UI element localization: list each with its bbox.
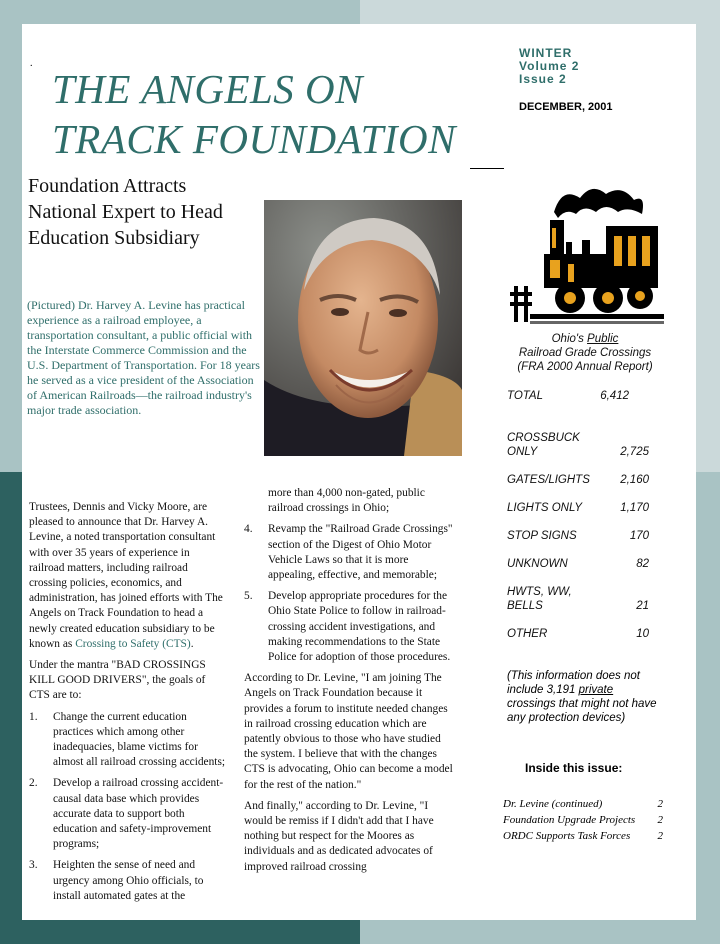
photo-caption: (Pictured) Dr. Harvey A. Levine has practical experience as a railroad employee, a transportation consultant, a public official with the Interstate Commerce Commission and the U.S. Department of Transportation. For 18 years he served as a vice president of the Association of American Railroads—the railroad industry's major trade association.: [27, 298, 260, 417]
article-paragraph: Under the mantra "BAD CROSSINGS KILL GOOD DRIVERS", the goals of CTS are to:: [29, 659, 206, 702]
stat-row-total: TOTAL 6,412: [507, 390, 629, 402]
masthead-line-2: TRACK FOUNDATION: [52, 116, 456, 162]
stray-dot: .: [30, 58, 33, 69]
stats-note: (This information does not include 3,191 private crossings that might not have any protection devices): [507, 670, 657, 724]
issue-number: Issue 2: [519, 72, 567, 86]
train-clipart: [510, 180, 666, 330]
article-column-1: [29, 500, 227, 910]
stats-heading-3: (FRA 2000 Annual Report): [517, 361, 653, 373]
goal-item: 3. Heighten the sense of need and urgency among Ohio officials, to install automated gates at the: [29, 859, 204, 902]
goal-item: 1. Change the current education practices which among other inadequacies, blame victims for almost all railroad crossing accidents;: [29, 710, 226, 769]
locomotive-icon: [510, 180, 666, 330]
article-column-2: [244, 486, 456, 881]
masthead-line-1: THE ANGELS ON: [52, 66, 364, 112]
goal-item: 2. Develop a railroad crossing accident-causal data base which provides accurate data to support both education and safety-improvement programs;: [29, 777, 224, 851]
stat-row-crossbuck: CROSSBUCK ONLY 2,725: [507, 432, 649, 458]
masthead-title: [52, 64, 512, 164]
toc-item[interactable]: ORDC Supports Task Forces 2: [503, 830, 663, 842]
article-headline: Foundation Attracts National Expert to Head Education Subsidiary: [28, 175, 223, 249]
stats-heading-1: Ohio's Public: [551, 333, 619, 345]
article-paragraph: And finally," according to Dr. Levine, "I would be remiss if I didn't add that I have nothing but respect for the Moores as individuals and as dedicated advocates of improved railroad crossing: [244, 799, 434, 873]
toc-item[interactable]: Foundation Upgrade Projects 2: [503, 814, 663, 826]
stats-heading-2: Railroad Grade Crossings: [518, 347, 652, 359]
stat-row-lights-only: LIGHTS ONLY 1,170: [507, 502, 649, 514]
inside-issue-title: Inside this issue:: [525, 761, 623, 775]
issue-date: DECEMBER, 2001: [519, 101, 613, 113]
issue-info: [519, 47, 579, 86]
issue-season: WINTER: [519, 46, 573, 60]
masthead-rule: [470, 168, 504, 169]
goal-item: 4. Revamp the "Railroad Grade Crossings" section of the Digest of Ohio Motor Vehicle Laws so that it is more appealing, effective, and memorable;: [244, 523, 453, 582]
crossing-stats: [504, 332, 664, 640]
article-paragraph: Trustees, Dennis and Vicky Moore, are pleased to announce that Dr. Harvey A. Levine, a noted transportation consultant with over 35 years of experience in railroad matters, including railroad crossing policies, economics, and administration, has joined efforts with The Angels on Track Foundation to head a newly created education subsidiary to be known as Crossing to Safety (CTS).: [29, 501, 223, 650]
issue-volume: Volume 2: [519, 59, 580, 73]
stat-row-stop-signs: STOP SIGNS 170: [507, 530, 649, 542]
stat-row-other: OTHER 10: [507, 628, 649, 640]
goal-item-continued: more than 4,000 non-gated, public railroad crossings in Ohio;: [268, 487, 425, 515]
stat-row-unknown: UNKNOWN 82: [507, 558, 649, 570]
portrait-illustration: [264, 200, 462, 456]
cts-link[interactable]: Crossing to Safety (CTS): [75, 637, 191, 650]
goal-item: 5. Develop appropriate procedures for the Ohio State Police to follow in railroad-crossing accident investigations, and making recommendations to the State Police for adoption of those procedures.: [244, 590, 451, 664]
toc-item[interactable]: Dr. Levine (continued) 2: [503, 798, 663, 810]
portrait-photo: [264, 200, 462, 456]
stat-row-hwts: HWTS, WW, BELLS 21: [507, 586, 649, 612]
article-paragraph: According to Dr. Levine, "I am joining The Angels on Track Foundation because it provides a forum to institute needed changes in railroad crossing education which are patently obvious to those who have studied the system. I believe that with the changes CTS is advocating, Ohio can become a model for the rest of the nation.": [244, 672, 453, 791]
stat-row-gates-lights: GATES/LIGHTS 2,160: [507, 474, 649, 486]
